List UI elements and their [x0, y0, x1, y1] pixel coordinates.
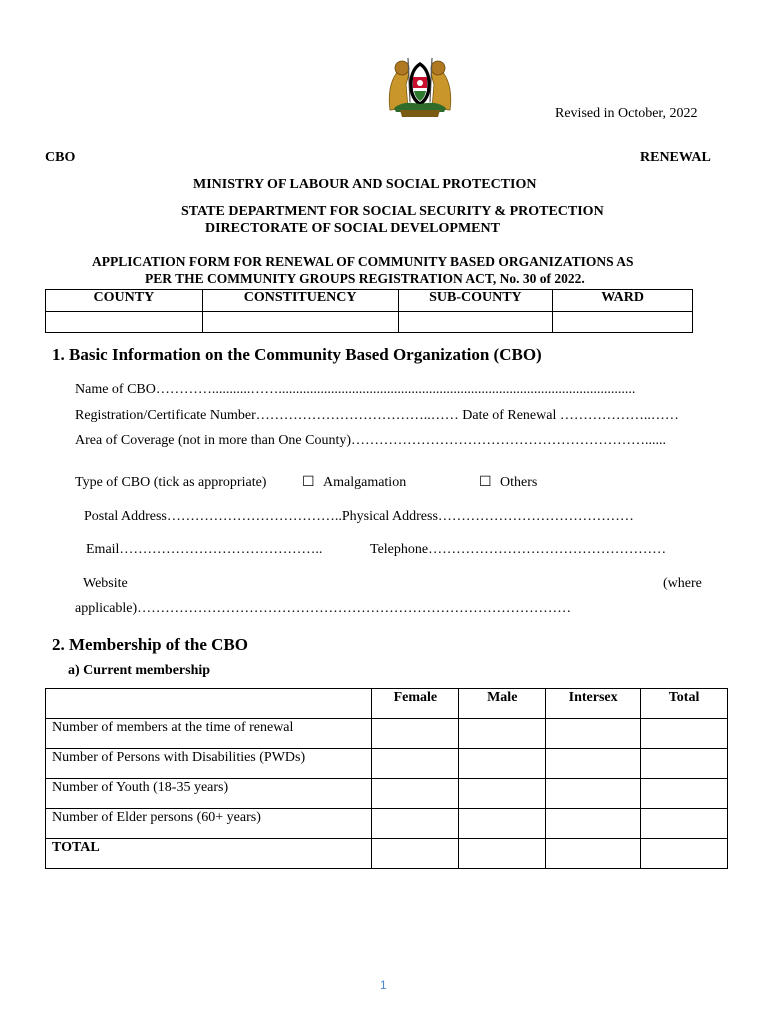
state-department-heading: STATE DEPARTMENT FOR SOCIAL SECURITY & PROTECTION: [181, 204, 604, 219]
row-label: Number of members at the time of renewal: [46, 719, 372, 749]
table-row: [46, 839, 728, 869]
female-cell[interactable]: [372, 719, 459, 749]
email-field[interactable]: Email……………………………………..: [86, 542, 323, 557]
cbo-type-label: Type of CBO (tick as appropriate): [75, 475, 267, 490]
total-header: Total: [641, 689, 728, 719]
location-table: [45, 289, 693, 333]
county-header: COUNTY: [46, 290, 203, 312]
male-cell[interactable]: [459, 809, 546, 839]
total-cell[interactable]: [641, 779, 728, 809]
renewal-tag: RENEWAL: [640, 150, 711, 165]
revision-date: Revised in October, 2022: [555, 106, 698, 121]
row-label: Number of Elder persons (60+ years): [46, 809, 372, 839]
male-cell[interactable]: [459, 719, 546, 749]
telephone-field[interactable]: Telephone……………………………………………: [370, 542, 667, 557]
female-header: Female: [372, 689, 459, 719]
female-cell[interactable]: [372, 779, 459, 809]
intersex-header: Intersex: [546, 689, 641, 719]
section2-heading: 2. Membership of the CBO: [52, 635, 248, 654]
total-row-label: TOTAL: [46, 839, 372, 869]
ward-header: WARD: [553, 290, 693, 312]
female-cell[interactable]: [372, 839, 459, 869]
page-number: 1: [380, 978, 387, 992]
table-row: [46, 809, 728, 839]
female-cell[interactable]: [372, 809, 459, 839]
website-label: Website: [83, 576, 128, 591]
directorate-heading: DIRECTORATE OF SOCIAL DEVELOPMENT: [205, 221, 500, 236]
male-cell[interactable]: [459, 779, 546, 809]
sub-county-cell[interactable]: [398, 312, 553, 333]
intersex-cell[interactable]: [546, 839, 641, 869]
sub-county-header: SUB-COUNTY: [398, 290, 553, 312]
total-cell[interactable]: [641, 809, 728, 839]
section1-heading: 1. Basic Information on the Community Based Organization (CBO): [52, 345, 542, 364]
coat-of-arms-logo: [386, 52, 454, 118]
form-title-line2: PER THE COMMUNITY GROUPS REGISTRATION ACT, No. 30 of 2022.: [145, 271, 585, 286]
ward-cell[interactable]: [553, 312, 693, 333]
amalgamation-label: Amalgamation: [323, 475, 407, 490]
constituency-header: CONSTITUENCY: [202, 290, 398, 312]
female-cell[interactable]: [372, 749, 459, 779]
table-row: [46, 779, 728, 809]
others-label: Others: [500, 475, 538, 490]
table-row: [46, 719, 728, 749]
checkbox-others[interactable]: ☐: [479, 474, 492, 490]
current-membership-subheading: a) Current membership: [68, 663, 211, 678]
male-cell[interactable]: [459, 839, 546, 869]
website-field[interactable]: applicable)…………………………………………………………………………………: [75, 601, 572, 616]
table-row: [46, 749, 728, 779]
intersex-cell[interactable]: [546, 809, 641, 839]
membership-table: [45, 688, 728, 869]
where-label: (where: [663, 576, 702, 591]
intersex-cell[interactable]: [546, 779, 641, 809]
male-header: Male: [459, 689, 546, 719]
registration-field[interactable]: Registration/Certificate Number………………………………..…… Date of Renewal ………………..……: [75, 408, 679, 423]
row-label-header: [46, 689, 372, 719]
coverage-field[interactable]: Area of Coverage (not in more than One County)………………………………………………………......: [75, 433, 667, 448]
county-cell[interactable]: [46, 312, 203, 333]
row-label: Number of Persons with Disabilities (PWDs): [46, 749, 372, 779]
postal-physical-address-field[interactable]: Postal Address………………………………..Physical Address……………………………………: [84, 509, 634, 524]
form-title-line1: APPLICATION FORM FOR RENEWAL OF COMMUNITY BASED ORGANIZATIONS AS: [92, 254, 634, 269]
total-cell[interactable]: [641, 749, 728, 779]
checkbox-amalgamation[interactable]: ☐: [302, 474, 315, 490]
row-label: Number of Youth (18-35 years): [46, 779, 372, 809]
constituency-cell[interactable]: [202, 312, 398, 333]
intersex-cell[interactable]: [546, 749, 641, 779]
male-cell[interactable]: [459, 749, 546, 779]
intersex-cell[interactable]: [546, 719, 641, 749]
ministry-heading: MINISTRY OF LABOUR AND SOCIAL PROTECTION: [193, 177, 537, 192]
cbo-tag: CBO: [45, 150, 76, 165]
total-cell[interactable]: [641, 719, 728, 749]
total-cell[interactable]: [641, 839, 728, 869]
cbo-name-field[interactable]: Name of CBO…………...........……......................................................................................................: [75, 382, 636, 397]
